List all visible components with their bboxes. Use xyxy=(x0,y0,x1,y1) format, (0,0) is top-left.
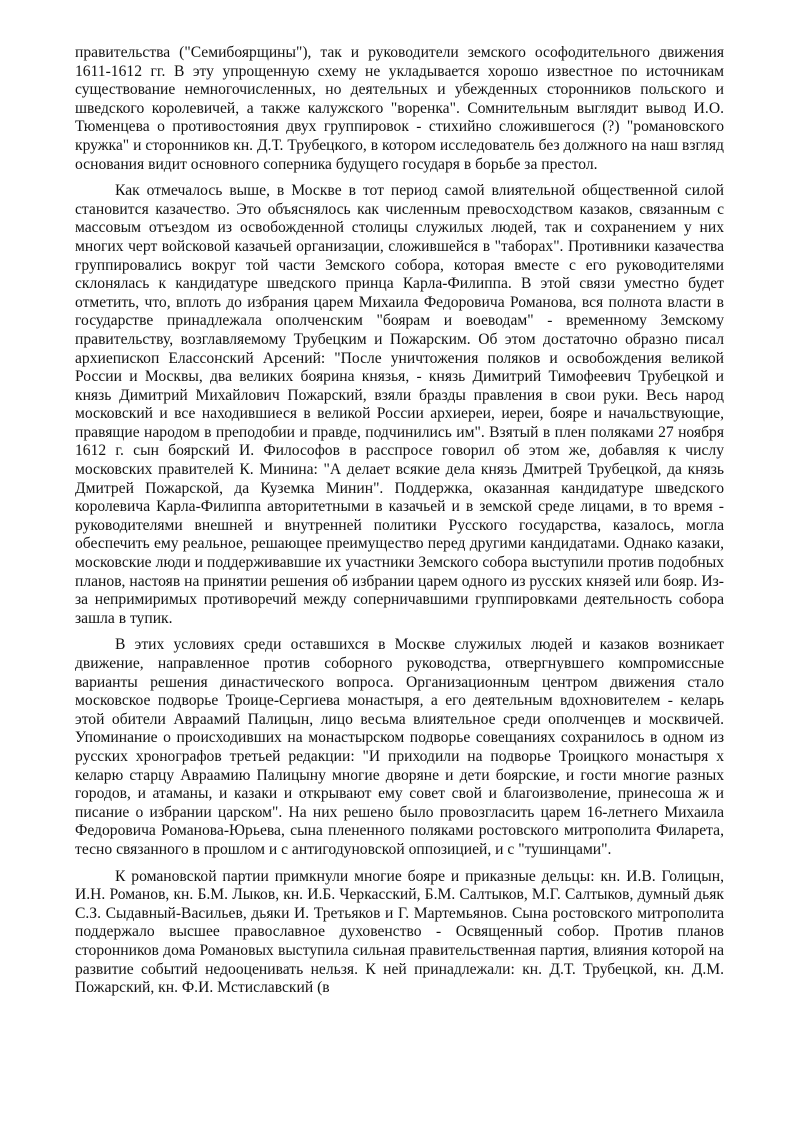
paragraph-2: Как отмечалось выше, в Москве в тот период самой влиятельной общественной силой становится казачество. Это объяснялось как численным превосходством казаков, связанным с массовым отъездом из освобожденной столицы служилых людей, так и сохранением у них многих черт войсковой казачьей организации, сложившейся в "таборах". Противники казачества группировались вокруг той части Земского собора, которая вместе с его руководителями склонялась к кандидатуре шведского принца Карла-Филиппа. В этой связи уместно будет отметить, что, вплоть до избрания царем Михаила Федоровича Романова, вся полнота власти в государстве принадлежала ополченским "боярам и воеводам" - временному Земскому правительству, возглавляемому Трубецким и Пожарским. Об этом достаточно образно писал архиепископ Елассонский Арсений: "После уничтожения поляков и освобождения великой России и Москвы, два великих боярина князья, - князь Димитрий Тимофеевич Трубецкой и князь Димитрий Михайлович Пожарский, взяли бразды правления в свои руки. Весь народ московский и все находившиеся в великой России архиереи, иереи, бояре и начальствующие, правящие народом в преподобии и правде, подчинились им". Взятый в плен поляками 27 ноября 1612 г. сын боярский И. Философов в расспросе говорил об этом же, добавляя к числу московских правителей К. Минина: "А делает всякие дела князь Дмитрей Трубецкой, да князь Дмитрей Пожарской, да Куземка Минин". Поддержка, оказанная кандидатуре шведского королевича Карла-Филиппа авторитетными в казачьей и в земской среде лицами, в то время - руководителями внешней и внутренней политики Русского государства, казалось, могла обеспечить ему реальное, решающее преимущество перед другими кандидатами. Однако казаки, московские люди и поддерживавшие их участники Земского собора выступили против подобных планов, настояв на принятии решения об избрании царем одного из русских князей или бояр. Из-за непримиримых противоречий между соперничавшими группировками деятельность собора зашла в тупик. xyxy=(75,182,724,627)
paragraph-4: К романовской партии примкнули многие бояре и приказные дельцы: кн. И.В. Голицын, И.Н. Романов, кн. Б.М. Лыков, кн. И.Б. Черкасский, Б.М. Салтыков, М.Г. Салтыков, думный дьяк С.З. Сыдавный-Васильев, дьяки И. Третьяков и Г. Мартемьянов. Сына ростовского митрополита поддержало высшее православное духовенство - Освященный собор. Против планов сторонников дома Романовых выступила сильная правительственная партия, влияния которой на развитие событий недооценивать нельзя. К ней принадлежали: кн. Д.Т. Трубецкой, кн. Д.М. Пожарский, кн. Ф.И. Мстиславский (в xyxy=(75,867,724,997)
paragraph-1: правительства ("Семибоярщины"), так и руководители земского ософодительного движения 1611-1612 гг. В эту упрощенную схему не укладывается хорошо известное по источникам существование немногочисленных, но деятельных и убежденных сторонников польского и шведского королевичей, а также калужского "воренка". Сомнительным выглядит вывод И.О. Тюменцева о противостояния двух группировок - стихийно сложившегося (?) "романовского кружка" и сторонников кн. Д.Т. Трубецкого, в котором исследователь без должного на наш взгляд основания видит основного соперника будущего государя в борьбе за престол. xyxy=(75,44,724,173)
document-page xyxy=(75,44,724,1006)
paragraph-3: В этих условиях среди оставшихся в Москве служилых людей и казаков возникает движение, направленное против соборного руководства, отвергнувшего компромиссные варианты решения династического вопроса. Организационным центром движения стало московское подворье Троице-Сергиева монастыря, а его деятельным вдохновителем - келарь этой обители Авраамий Палицын, лицо весьма влиятельное среди ополченцев и москвичей. Упоминание о происходивших на монастырском подворье совещаниях сохранилось в одном из русских хронографов третьей редакции: "И приходили на подворье Троицкого монастыря х келарю старцу Авраамию Палицыну многие дворяне и дети боярские, и гости многие разных городов, и атаманы, и казаки и открывают ему совет свой и благоизволение, принесоша ж и писание о избрании царском". На них решено было провозгласить царем 16-летнего Михаила Федоровича Романова-Юрьева, сына плененного поляками ростовского митрополита Филарета, тесно связанного в прошлом и с антигодуновской оппозицией, и с "тушинцами". xyxy=(75,636,724,858)
